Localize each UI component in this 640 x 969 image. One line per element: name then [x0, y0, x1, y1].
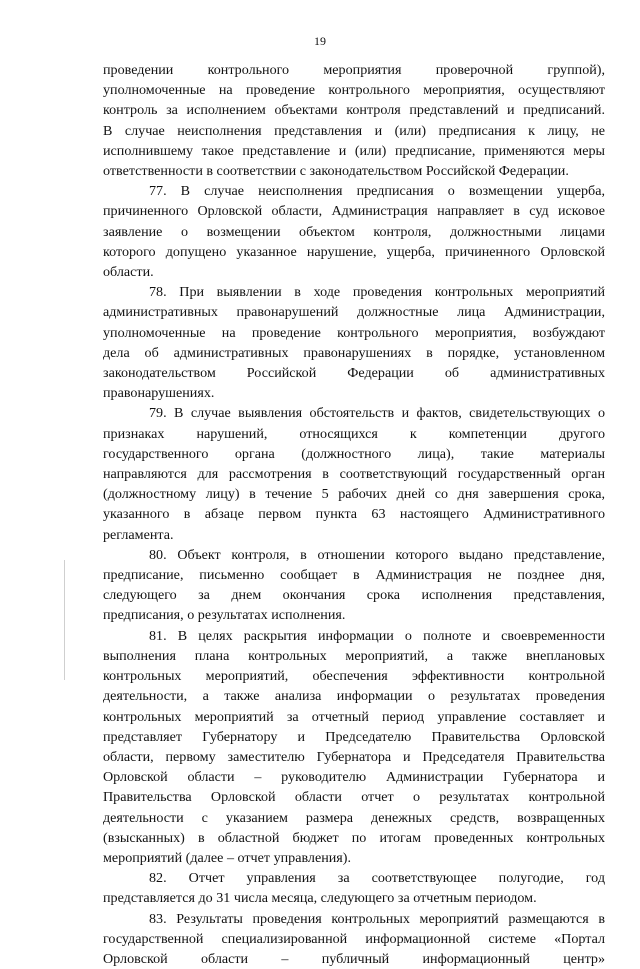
paragraph-81 [103, 626, 605, 868]
text-line: государственной специализированной информационной системе «Портал [103, 930, 605, 947]
text-line: 82. Отчет управления за соответствующее полугодие, год [149, 870, 605, 887]
text-line: указанного в абзаце первом пункта 63 настоящего Административного [103, 506, 605, 523]
text-line: 81. В целях раскрытия информации о полноте и своевременности [149, 627, 605, 644]
text-line: административных правонарушений должностные лица Администрации, [103, 304, 605, 321]
text-line: Правительства Орловской области отчет о результатах контрольной [103, 789, 605, 806]
paragraph-cont [103, 60, 605, 181]
paragraph-80 [103, 545, 605, 626]
text-line: мероприятий (далее – отчет управления). [103, 849, 352, 866]
text-line: правонарушениях. [103, 385, 215, 402]
text-line: (должностному лицу) в течение 5 рабочих дней со дня завершения срока, [103, 486, 605, 503]
text-line: контрольных мероприятий, обеспечения эффективности контрольной [103, 668, 605, 685]
paragraph-77 [103, 181, 605, 282]
text-line: причиненного Орловской области, Администрация направляет в суд исковое [103, 203, 605, 220]
text-line: Орловской области – публичный информационный центр» [103, 950, 605, 967]
text-line: области. [103, 264, 154, 281]
text-line: выполнения плана контрольных мероприятий, а также внеплановых [103, 647, 605, 664]
text-line: В случае неисполнения представления и (или) предписания к лицу, не [103, 122, 605, 139]
paragraph-79 [103, 403, 605, 544]
text-line: признаках нарушений, относящихся к компетенции другого [103, 425, 605, 442]
text-line: деятельности, а также анализа информации о результатах проведения [103, 688, 605, 705]
text-line: предписания, о результатах исполнения. [103, 607, 346, 624]
text-line: Орловской области – руководителю Администрации Губернатора и [103, 769, 605, 786]
text-line: контрольных мероприятий за отчетный период управление составляет и [103, 708, 605, 725]
text-line: исполнившему такое представление и (или) предписание, применяются меры [103, 142, 605, 159]
paragraph-83 [103, 909, 605, 969]
page-number: 19 [314, 34, 326, 48]
text-line: (взысканных) в областной бюджет по итогам проведенных контрольных [103, 829, 605, 846]
text-line: области, первому заместителю Губернатора и Председателя Правительства [103, 748, 605, 765]
text-line: уполномоченные на проведение контрольного мероприятия, осуществляют [103, 82, 605, 99]
paragraph-82 [103, 868, 605, 908]
text-line: уполномоченные на проведение контрольного мероприятия, возбуждают [103, 324, 605, 341]
text-line: ответственности в соответствии с законодательством Российской Федерации. [103, 163, 569, 180]
text-line: 80. Объект контроля, в отношении которого выдано представление, [149, 546, 605, 563]
text-line: законодательством Российской Федерации об административных [103, 365, 605, 382]
text-line: 83. Результаты проведения контрольных мероприятий размещаются в [149, 910, 605, 927]
text-line: направляются для рассмотрения в соответствующий государственный орган [103, 466, 605, 483]
scan-artifact-line [64, 560, 65, 680]
text-line: заявление о возмещении объектом контроля, должностными лицами [103, 223, 605, 240]
text-line: государственного органа (должностного лица), такие материалы [103, 445, 605, 462]
text-line: деятельности с указанием размера денежных средств, возвращенных [103, 809, 605, 826]
text-line: представляет Губернатору и Председателю Правительства Орловской [103, 728, 605, 745]
text-line: 78. При выявлении в ходе проведения контрольных мероприятий [149, 284, 605, 301]
text-line: которого допущено указанное нарушение, ущерба, причиненного Орловской [103, 243, 605, 260]
text-line: следующего за днем окончания срока исполнения представления, [103, 587, 605, 604]
document-body [103, 60, 605, 969]
text-line: представляется до 31 числа месяца, следующего за отчетным периодом. [103, 890, 537, 907]
text-line: контроль за исполнением объектами контроля представлений и предписаний. [103, 102, 605, 119]
text-line: 77. В случае неисполнения предписания о возмещении ущерба, [149, 183, 605, 200]
text-line: дела об административных правонарушениях в порядке, установленном [103, 344, 605, 361]
text-line: регламента. [103, 526, 174, 543]
paragraph-78 [103, 282, 605, 403]
text-line: предписание, письменно сообщает в Администрация не позднее дня, [103, 567, 605, 584]
text-line: проведении контрольного мероприятия проверочной группой), [103, 62, 605, 78]
text-line: 79. В случае выявления обстоятельств и фактов, свидетельствующих о [149, 405, 605, 422]
